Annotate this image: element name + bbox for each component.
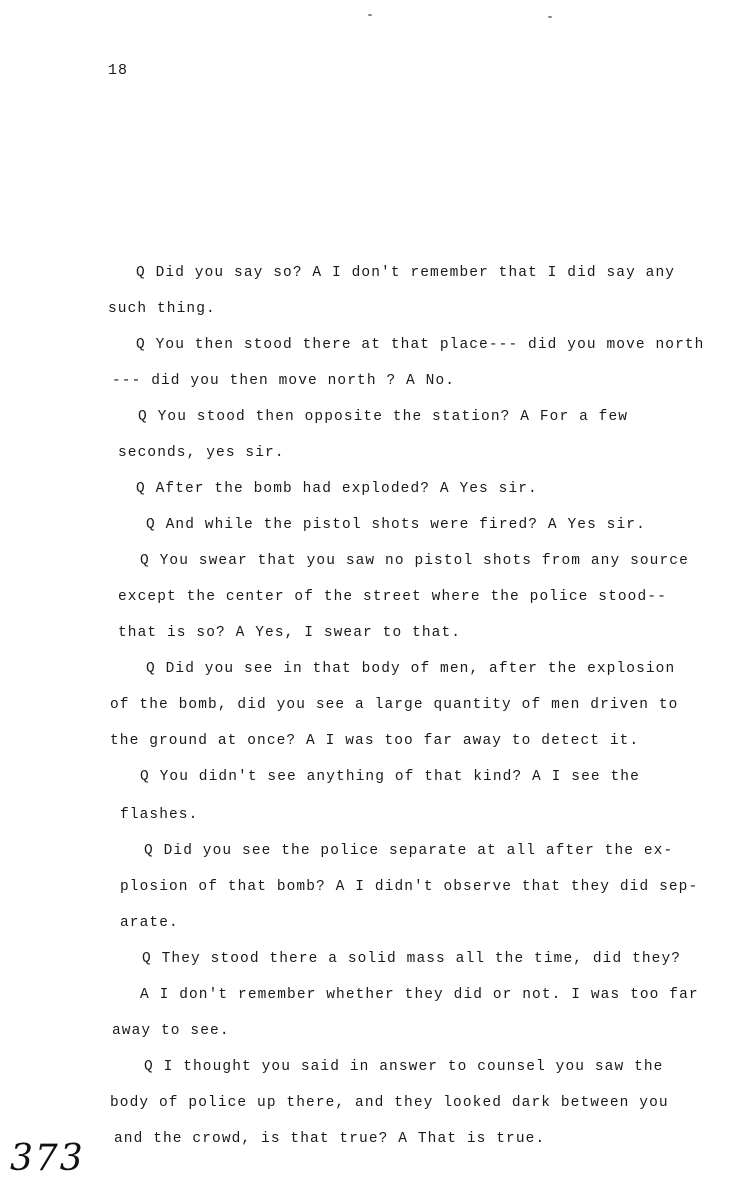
transcript-line: seconds, yes sir. bbox=[118, 445, 285, 461]
transcript-line: arate. bbox=[120, 915, 179, 931]
handwritten-margin-note: 373 bbox=[10, 1138, 85, 1179]
transcript-line: A I don't remember whether they did or not. I was too far bbox=[140, 987, 699, 1003]
transcript-line: --- did you then move north ? A No. bbox=[112, 373, 456, 389]
transcript-line: Q Did you see the police separate at all after the ex- bbox=[144, 843, 674, 859]
transcript-line: plosion of that bomb? A I didn't observe that they did sep- bbox=[120, 879, 699, 895]
transcript-line: flashes. bbox=[120, 807, 199, 823]
transcript-line: Q You stood then opposite the station? A For a few bbox=[138, 409, 629, 425]
transcript-line: Q And while the pistol shots were fired? A Yes sir. bbox=[146, 517, 646, 533]
transcript-line: body of police up there, and they looked dark between you bbox=[110, 1095, 669, 1111]
transcript-line: such thing. bbox=[108, 301, 216, 317]
page-number: 18 bbox=[108, 62, 129, 79]
transcript-line: that is so? A Yes, I swear to that. bbox=[118, 625, 462, 641]
transcript-line: the ground at once? A I was too far away to detect it. bbox=[110, 733, 640, 749]
scan-speck bbox=[368, 14, 372, 16]
transcript-line: away to see. bbox=[112, 1023, 230, 1039]
transcript-line: Q Did you say so? A I don't remember that I did say any bbox=[136, 265, 676, 281]
transcript-line: Q I thought you said in answer to counsel you saw the bbox=[144, 1059, 664, 1075]
transcript-line: of the bomb, did you see a large quantity of men driven to bbox=[110, 697, 679, 713]
transcript-line: except the center of the street where the police stood-- bbox=[118, 589, 667, 605]
transcript-line: Q You then stood there at that place--- did you move north bbox=[136, 337, 705, 353]
transcript-line: Q You didn't see anything of that kind? A I see the bbox=[140, 769, 640, 785]
transcript-line: Q After the bomb had exploded? A Yes sir. bbox=[136, 481, 538, 497]
scan-speck bbox=[548, 16, 552, 18]
transcript-line: Q Did you see in that body of men, after the explosion bbox=[146, 661, 676, 677]
transcript-line: Q They stood there a solid mass all the time, did they? bbox=[142, 951, 682, 967]
transcript-line: and the crowd, is that true? A That is true. bbox=[114, 1131, 546, 1147]
transcript-line: Q You swear that you saw no pistol shots from any source bbox=[140, 553, 689, 569]
